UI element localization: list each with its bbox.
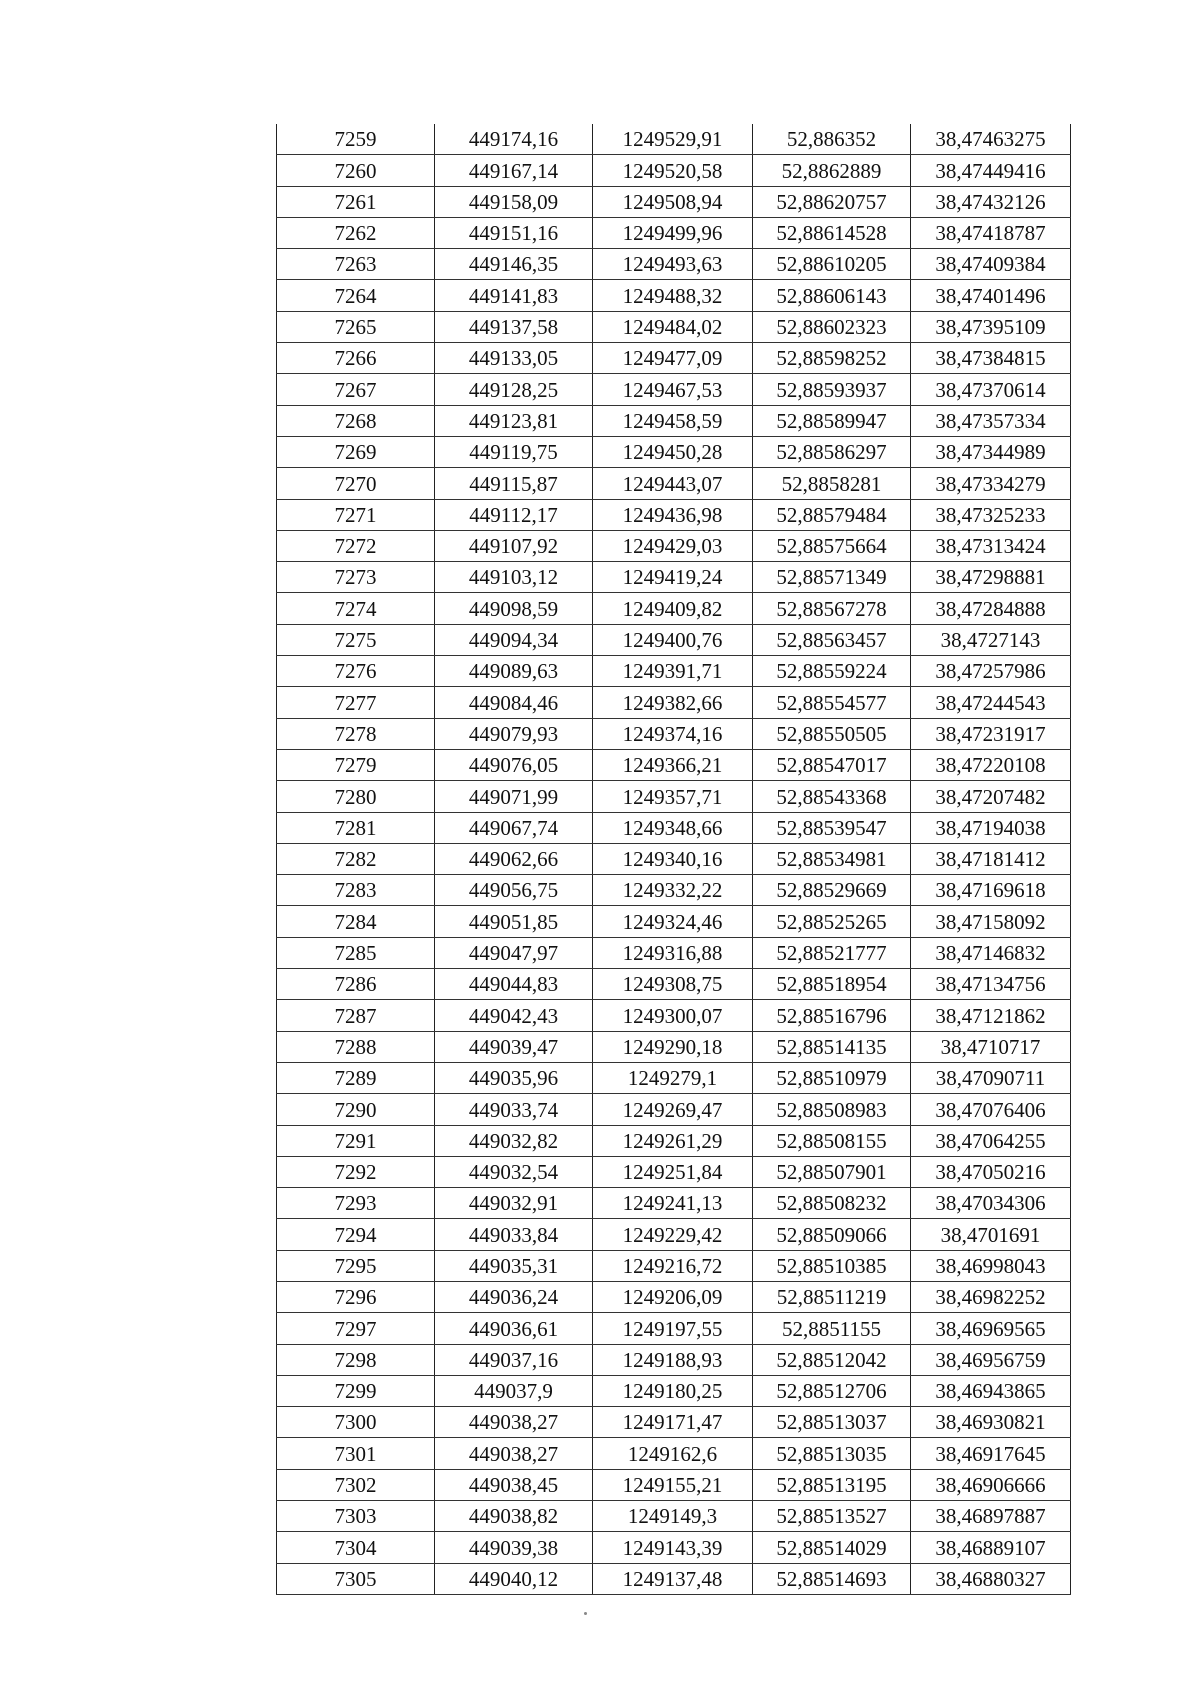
point-number-cell: 7271 bbox=[277, 499, 435, 530]
x-coordinate-cell: 449084,46 bbox=[435, 687, 593, 718]
longitude-cell: 38,47384815 bbox=[911, 343, 1071, 374]
x-coordinate-cell: 449137,58 bbox=[435, 311, 593, 342]
table-row bbox=[277, 499, 1071, 530]
x-coordinate-cell: 449040,12 bbox=[435, 1563, 593, 1594]
y-coordinate-cell: 1249409,82 bbox=[593, 593, 753, 624]
longitude-cell: 38,47401496 bbox=[911, 280, 1071, 311]
latitude-cell: 52,8858281 bbox=[753, 468, 911, 499]
longitude-cell: 38,46889107 bbox=[911, 1532, 1071, 1563]
point-number-cell: 7259 bbox=[277, 124, 435, 155]
coordinates-table-body bbox=[277, 124, 1071, 1594]
point-number-cell: 7289 bbox=[277, 1062, 435, 1093]
point-number-cell: 7278 bbox=[277, 718, 435, 749]
point-number-cell: 7273 bbox=[277, 562, 435, 593]
longitude-cell: 38,47298881 bbox=[911, 562, 1071, 593]
y-coordinate-cell: 1249261,29 bbox=[593, 1125, 753, 1156]
y-coordinate-cell: 1249499,96 bbox=[593, 217, 753, 248]
point-number-cell: 7304 bbox=[277, 1532, 435, 1563]
coordinates-table bbox=[276, 124, 1071, 1595]
longitude-cell: 38,46906666 bbox=[911, 1469, 1071, 1500]
table-row bbox=[277, 1031, 1071, 1062]
y-coordinate-cell: 1249143,39 bbox=[593, 1532, 753, 1563]
point-number-cell: 7276 bbox=[277, 656, 435, 687]
x-coordinate-cell: 449119,75 bbox=[435, 436, 593, 467]
point-number-cell: 7305 bbox=[277, 1563, 435, 1594]
y-coordinate-cell: 1249340,16 bbox=[593, 843, 753, 874]
y-coordinate-cell: 1249419,24 bbox=[593, 562, 753, 593]
y-coordinate-cell: 1249493,63 bbox=[593, 249, 753, 280]
point-number-cell: 7261 bbox=[277, 186, 435, 217]
point-number-cell: 7290 bbox=[277, 1094, 435, 1125]
longitude-cell: 38,47313424 bbox=[911, 530, 1071, 561]
y-coordinate-cell: 1249251,84 bbox=[593, 1156, 753, 1187]
table-row bbox=[277, 718, 1071, 749]
latitude-cell: 52,88514135 bbox=[753, 1031, 911, 1062]
longitude-cell: 38,47244543 bbox=[911, 687, 1071, 718]
point-number-cell: 7280 bbox=[277, 781, 435, 812]
point-number-cell: 7303 bbox=[277, 1501, 435, 1532]
longitude-cell: 38,47050216 bbox=[911, 1156, 1071, 1187]
latitude-cell: 52,88513035 bbox=[753, 1438, 911, 1469]
point-number-cell: 7293 bbox=[277, 1188, 435, 1219]
latitude-cell: 52,88586297 bbox=[753, 436, 911, 467]
table-row bbox=[277, 937, 1071, 968]
y-coordinate-cell: 1249443,07 bbox=[593, 468, 753, 499]
latitude-cell: 52,88508983 bbox=[753, 1094, 911, 1125]
longitude-cell: 38,47257986 bbox=[911, 656, 1071, 687]
latitude-cell: 52,88559224 bbox=[753, 656, 911, 687]
x-coordinate-cell: 449089,63 bbox=[435, 656, 593, 687]
latitude-cell: 52,88579484 bbox=[753, 499, 911, 530]
point-number-cell: 7277 bbox=[277, 687, 435, 718]
latitude-cell: 52,88509066 bbox=[753, 1219, 911, 1250]
y-coordinate-cell: 1249374,16 bbox=[593, 718, 753, 749]
latitude-cell: 52,88513195 bbox=[753, 1469, 911, 1500]
latitude-cell: 52,88575664 bbox=[753, 530, 911, 561]
point-number-cell: 7267 bbox=[277, 374, 435, 405]
table-row bbox=[277, 1501, 1071, 1532]
y-coordinate-cell: 1249300,07 bbox=[593, 1000, 753, 1031]
table-row bbox=[277, 1438, 1071, 1469]
y-coordinate-cell: 1249458,59 bbox=[593, 405, 753, 436]
y-coordinate-cell: 1249197,55 bbox=[593, 1313, 753, 1344]
point-number-cell: 7263 bbox=[277, 249, 435, 280]
point-number-cell: 7296 bbox=[277, 1281, 435, 1312]
latitude-cell: 52,88508232 bbox=[753, 1188, 911, 1219]
x-coordinate-cell: 449038,27 bbox=[435, 1438, 593, 1469]
latitude-cell: 52,88512042 bbox=[753, 1344, 911, 1375]
longitude-cell: 38,47334279 bbox=[911, 468, 1071, 499]
table-row bbox=[277, 1313, 1071, 1344]
latitude-cell: 52,88512706 bbox=[753, 1375, 911, 1406]
latitude-cell: 52,88518954 bbox=[753, 969, 911, 1000]
x-coordinate-cell: 449042,43 bbox=[435, 1000, 593, 1031]
table-row bbox=[277, 405, 1071, 436]
table-row bbox=[277, 812, 1071, 843]
table-row bbox=[277, 843, 1071, 874]
point-number-cell: 7272 bbox=[277, 530, 435, 561]
x-coordinate-cell: 449039,47 bbox=[435, 1031, 593, 1062]
table-row bbox=[277, 749, 1071, 780]
y-coordinate-cell: 1249188,93 bbox=[593, 1344, 753, 1375]
longitude-cell: 38,4727143 bbox=[911, 624, 1071, 655]
longitude-cell: 38,47463275 bbox=[911, 124, 1071, 155]
x-coordinate-cell: 449037,16 bbox=[435, 1344, 593, 1375]
longitude-cell: 38,47169618 bbox=[911, 875, 1071, 906]
longitude-cell: 38,47325233 bbox=[911, 499, 1071, 530]
latitude-cell: 52,8851155 bbox=[753, 1313, 911, 1344]
latitude-cell: 52,88567278 bbox=[753, 593, 911, 624]
latitude-cell: 52,88602323 bbox=[753, 311, 911, 342]
longitude-cell: 38,47146832 bbox=[911, 937, 1071, 968]
y-coordinate-cell: 1249508,94 bbox=[593, 186, 753, 217]
table-row bbox=[277, 1281, 1071, 1312]
longitude-cell: 38,46956759 bbox=[911, 1344, 1071, 1375]
y-coordinate-cell: 1249206,09 bbox=[593, 1281, 753, 1312]
point-number-cell: 7270 bbox=[277, 468, 435, 499]
table-row bbox=[277, 1062, 1071, 1093]
latitude-cell: 52,88589947 bbox=[753, 405, 911, 436]
longitude-cell: 38,47220108 bbox=[911, 749, 1071, 780]
x-coordinate-cell: 449056,75 bbox=[435, 875, 593, 906]
point-number-cell: 7282 bbox=[277, 843, 435, 874]
longitude-cell: 38,46969565 bbox=[911, 1313, 1071, 1344]
longitude-cell: 38,47121862 bbox=[911, 1000, 1071, 1031]
table-row bbox=[277, 311, 1071, 342]
latitude-cell: 52,88598252 bbox=[753, 343, 911, 374]
table-row bbox=[277, 1469, 1071, 1500]
longitude-cell: 38,46943865 bbox=[911, 1375, 1071, 1406]
point-number-cell: 7274 bbox=[277, 593, 435, 624]
point-number-cell: 7301 bbox=[277, 1438, 435, 1469]
x-coordinate-cell: 449039,38 bbox=[435, 1532, 593, 1563]
point-number-cell: 7292 bbox=[277, 1156, 435, 1187]
table-row bbox=[277, 1094, 1071, 1125]
latitude-cell: 52,88507901 bbox=[753, 1156, 911, 1187]
latitude-cell: 52,88529669 bbox=[753, 875, 911, 906]
table-row bbox=[277, 186, 1071, 217]
point-number-cell: 7288 bbox=[277, 1031, 435, 1062]
point-number-cell: 7281 bbox=[277, 812, 435, 843]
point-number-cell: 7279 bbox=[277, 749, 435, 780]
y-coordinate-cell: 1249171,47 bbox=[593, 1407, 753, 1438]
table-row bbox=[277, 562, 1071, 593]
x-coordinate-cell: 449076,05 bbox=[435, 749, 593, 780]
longitude-cell: 38,47344989 bbox=[911, 436, 1071, 467]
table-row bbox=[277, 1125, 1071, 1156]
x-coordinate-cell: 449174,16 bbox=[435, 124, 593, 155]
table-row bbox=[277, 875, 1071, 906]
table-row bbox=[277, 1563, 1071, 1594]
y-coordinate-cell: 1249316,88 bbox=[593, 937, 753, 968]
y-coordinate-cell: 1249488,32 bbox=[593, 280, 753, 311]
y-coordinate-cell: 1249348,66 bbox=[593, 812, 753, 843]
point-number-cell: 7302 bbox=[277, 1469, 435, 1500]
longitude-cell: 38,47409384 bbox=[911, 249, 1071, 280]
latitude-cell: 52,88554577 bbox=[753, 687, 911, 718]
latitude-cell: 52,88514693 bbox=[753, 1563, 911, 1594]
longitude-cell: 38,47034306 bbox=[911, 1188, 1071, 1219]
y-coordinate-cell: 1249477,09 bbox=[593, 343, 753, 374]
longitude-cell: 38,4701691 bbox=[911, 1219, 1071, 1250]
point-number-cell: 7268 bbox=[277, 405, 435, 436]
longitude-cell: 38,47181412 bbox=[911, 843, 1071, 874]
table-row bbox=[277, 155, 1071, 186]
table-row bbox=[277, 593, 1071, 624]
latitude-cell: 52,88508155 bbox=[753, 1125, 911, 1156]
latitude-cell: 52,88521777 bbox=[753, 937, 911, 968]
x-coordinate-cell: 449035,31 bbox=[435, 1250, 593, 1281]
x-coordinate-cell: 449151,16 bbox=[435, 217, 593, 248]
table-row bbox=[277, 1344, 1071, 1375]
x-coordinate-cell: 449033,84 bbox=[435, 1219, 593, 1250]
longitude-cell: 38,47064255 bbox=[911, 1125, 1071, 1156]
y-coordinate-cell: 1249429,03 bbox=[593, 530, 753, 561]
x-coordinate-cell: 449032,54 bbox=[435, 1156, 593, 1187]
table-row bbox=[277, 624, 1071, 655]
x-coordinate-cell: 449133,05 bbox=[435, 343, 593, 374]
table-row bbox=[277, 1000, 1071, 1031]
table-row bbox=[277, 468, 1071, 499]
y-coordinate-cell: 1249279,1 bbox=[593, 1062, 753, 1093]
y-coordinate-cell: 1249180,25 bbox=[593, 1375, 753, 1406]
point-number-cell: 7264 bbox=[277, 280, 435, 311]
x-coordinate-cell: 449067,74 bbox=[435, 812, 593, 843]
table-row bbox=[277, 436, 1071, 467]
point-number-cell: 7294 bbox=[277, 1219, 435, 1250]
table-row bbox=[277, 343, 1071, 374]
y-coordinate-cell: 1249332,22 bbox=[593, 875, 753, 906]
x-coordinate-cell: 449051,85 bbox=[435, 906, 593, 937]
point-number-cell: 7262 bbox=[277, 217, 435, 248]
point-number-cell: 7299 bbox=[277, 1375, 435, 1406]
x-coordinate-cell: 449036,61 bbox=[435, 1313, 593, 1344]
x-coordinate-cell: 449044,83 bbox=[435, 969, 593, 1000]
table-row bbox=[277, 249, 1071, 280]
scan-speck bbox=[584, 1612, 587, 1615]
point-number-cell: 7298 bbox=[277, 1344, 435, 1375]
table-row bbox=[277, 906, 1071, 937]
y-coordinate-cell: 1249529,91 bbox=[593, 124, 753, 155]
y-coordinate-cell: 1249269,47 bbox=[593, 1094, 753, 1125]
point-number-cell: 7295 bbox=[277, 1250, 435, 1281]
latitude-cell: 52,88593937 bbox=[753, 374, 911, 405]
table-row bbox=[277, 280, 1071, 311]
latitude-cell: 52,88525265 bbox=[753, 906, 911, 937]
longitude-cell: 38,46880327 bbox=[911, 1563, 1071, 1594]
table-row bbox=[277, 374, 1071, 405]
table-row bbox=[277, 969, 1071, 1000]
x-coordinate-cell: 449033,74 bbox=[435, 1094, 593, 1125]
table-row bbox=[277, 1188, 1071, 1219]
table-row bbox=[277, 781, 1071, 812]
y-coordinate-cell: 1249520,58 bbox=[593, 155, 753, 186]
latitude-cell: 52,88516796 bbox=[753, 1000, 911, 1031]
y-coordinate-cell: 1249382,66 bbox=[593, 687, 753, 718]
longitude-cell: 38,47418787 bbox=[911, 217, 1071, 248]
latitude-cell: 52,88550505 bbox=[753, 718, 911, 749]
y-coordinate-cell: 1249366,21 bbox=[593, 749, 753, 780]
x-coordinate-cell: 449035,96 bbox=[435, 1062, 593, 1093]
table-row bbox=[277, 217, 1071, 248]
latitude-cell: 52,88510385 bbox=[753, 1250, 911, 1281]
latitude-cell: 52,88606143 bbox=[753, 280, 911, 311]
latitude-cell: 52,88547017 bbox=[753, 749, 911, 780]
table-row bbox=[277, 1375, 1071, 1406]
x-coordinate-cell: 449062,66 bbox=[435, 843, 593, 874]
latitude-cell: 52,88534981 bbox=[753, 843, 911, 874]
y-coordinate-cell: 1249241,13 bbox=[593, 1188, 753, 1219]
longitude-cell: 38,46982252 bbox=[911, 1281, 1071, 1312]
point-number-cell: 7284 bbox=[277, 906, 435, 937]
y-coordinate-cell: 1249290,18 bbox=[593, 1031, 753, 1062]
point-number-cell: 7275 bbox=[277, 624, 435, 655]
y-coordinate-cell: 1249216,72 bbox=[593, 1250, 753, 1281]
longitude-cell: 38,46897887 bbox=[911, 1501, 1071, 1532]
point-number-cell: 7266 bbox=[277, 343, 435, 374]
table-row bbox=[277, 687, 1071, 718]
table-row bbox=[277, 656, 1071, 687]
y-coordinate-cell: 1249324,46 bbox=[593, 906, 753, 937]
longitude-cell: 38,47134756 bbox=[911, 969, 1071, 1000]
x-coordinate-cell: 449115,87 bbox=[435, 468, 593, 499]
longitude-cell: 38,46998043 bbox=[911, 1250, 1071, 1281]
y-coordinate-cell: 1249162,6 bbox=[593, 1438, 753, 1469]
longitude-cell: 38,47090711 bbox=[911, 1062, 1071, 1093]
longitude-cell: 38,47231917 bbox=[911, 718, 1071, 749]
longitude-cell: 38,47194038 bbox=[911, 812, 1071, 843]
x-coordinate-cell: 449032,82 bbox=[435, 1125, 593, 1156]
x-coordinate-cell: 449128,25 bbox=[435, 374, 593, 405]
latitude-cell: 52,88563457 bbox=[753, 624, 911, 655]
latitude-cell: 52,88511219 bbox=[753, 1281, 911, 1312]
longitude-cell: 38,47158092 bbox=[911, 906, 1071, 937]
point-number-cell: 7285 bbox=[277, 937, 435, 968]
point-number-cell: 7297 bbox=[277, 1313, 435, 1344]
y-coordinate-cell: 1249450,28 bbox=[593, 436, 753, 467]
latitude-cell: 52,8862889 bbox=[753, 155, 911, 186]
x-coordinate-cell: 449094,34 bbox=[435, 624, 593, 655]
longitude-cell: 38,47207482 bbox=[911, 781, 1071, 812]
x-coordinate-cell: 449036,24 bbox=[435, 1281, 593, 1312]
point-number-cell: 7287 bbox=[277, 1000, 435, 1031]
point-number-cell: 7269 bbox=[277, 436, 435, 467]
y-coordinate-cell: 1249357,71 bbox=[593, 781, 753, 812]
x-coordinate-cell: 449038,45 bbox=[435, 1469, 593, 1500]
x-coordinate-cell: 449112,17 bbox=[435, 499, 593, 530]
point-number-cell: 7265 bbox=[277, 311, 435, 342]
table-row bbox=[277, 1156, 1071, 1187]
x-coordinate-cell: 449032,91 bbox=[435, 1188, 593, 1219]
latitude-cell: 52,88539547 bbox=[753, 812, 911, 843]
y-coordinate-cell: 1249229,42 bbox=[593, 1219, 753, 1250]
latitude-cell: 52,88620757 bbox=[753, 186, 911, 217]
x-coordinate-cell: 449123,81 bbox=[435, 405, 593, 436]
point-number-cell: 7291 bbox=[277, 1125, 435, 1156]
longitude-cell: 38,47284888 bbox=[911, 593, 1071, 624]
longitude-cell: 38,47432126 bbox=[911, 186, 1071, 217]
y-coordinate-cell: 1249400,76 bbox=[593, 624, 753, 655]
latitude-cell: 52,88614528 bbox=[753, 217, 911, 248]
latitude-cell: 52,88543368 bbox=[753, 781, 911, 812]
y-coordinate-cell: 1249467,53 bbox=[593, 374, 753, 405]
longitude-cell: 38,4710717 bbox=[911, 1031, 1071, 1062]
point-number-cell: 7286 bbox=[277, 969, 435, 1000]
y-coordinate-cell: 1249308,75 bbox=[593, 969, 753, 1000]
x-coordinate-cell: 449038,27 bbox=[435, 1407, 593, 1438]
x-coordinate-cell: 449103,12 bbox=[435, 562, 593, 593]
latitude-cell: 52,88513037 bbox=[753, 1407, 911, 1438]
longitude-cell: 38,47395109 bbox=[911, 311, 1071, 342]
longitude-cell: 38,47370614 bbox=[911, 374, 1071, 405]
latitude-cell: 52,88571349 bbox=[753, 562, 911, 593]
y-coordinate-cell: 1249137,48 bbox=[593, 1563, 753, 1594]
x-coordinate-cell: 449037,9 bbox=[435, 1375, 593, 1406]
latitude-cell: 52,88510979 bbox=[753, 1062, 911, 1093]
longitude-cell: 38,46917645 bbox=[911, 1438, 1071, 1469]
latitude-cell: 52,88513527 bbox=[753, 1501, 911, 1532]
longitude-cell: 38,46930821 bbox=[911, 1407, 1071, 1438]
longitude-cell: 38,47357334 bbox=[911, 405, 1071, 436]
x-coordinate-cell: 449047,97 bbox=[435, 937, 593, 968]
table-row bbox=[277, 1250, 1071, 1281]
latitude-cell: 52,88610205 bbox=[753, 249, 911, 280]
x-coordinate-cell: 449098,59 bbox=[435, 593, 593, 624]
y-coordinate-cell: 1249149,3 bbox=[593, 1501, 753, 1532]
latitude-cell: 52,886352 bbox=[753, 124, 911, 155]
x-coordinate-cell: 449141,83 bbox=[435, 280, 593, 311]
point-number-cell: 7283 bbox=[277, 875, 435, 906]
latitude-cell: 52,88514029 bbox=[753, 1532, 911, 1563]
x-coordinate-cell: 449146,35 bbox=[435, 249, 593, 280]
y-coordinate-cell: 1249391,71 bbox=[593, 656, 753, 687]
table-row bbox=[277, 1219, 1071, 1250]
x-coordinate-cell: 449038,82 bbox=[435, 1501, 593, 1532]
x-coordinate-cell: 449107,92 bbox=[435, 530, 593, 561]
longitude-cell: 38,47076406 bbox=[911, 1094, 1071, 1125]
table-row bbox=[277, 124, 1071, 155]
x-coordinate-cell: 449071,99 bbox=[435, 781, 593, 812]
y-coordinate-cell: 1249484,02 bbox=[593, 311, 753, 342]
table-row bbox=[277, 530, 1071, 561]
longitude-cell: 38,47449416 bbox=[911, 155, 1071, 186]
point-number-cell: 7300 bbox=[277, 1407, 435, 1438]
point-number-cell: 7260 bbox=[277, 155, 435, 186]
x-coordinate-cell: 449167,14 bbox=[435, 155, 593, 186]
table-row bbox=[277, 1532, 1071, 1563]
x-coordinate-cell: 449158,09 bbox=[435, 186, 593, 217]
y-coordinate-cell: 1249436,98 bbox=[593, 499, 753, 530]
table-row bbox=[277, 1407, 1071, 1438]
x-coordinate-cell: 449079,93 bbox=[435, 718, 593, 749]
y-coordinate-cell: 1249155,21 bbox=[593, 1469, 753, 1500]
